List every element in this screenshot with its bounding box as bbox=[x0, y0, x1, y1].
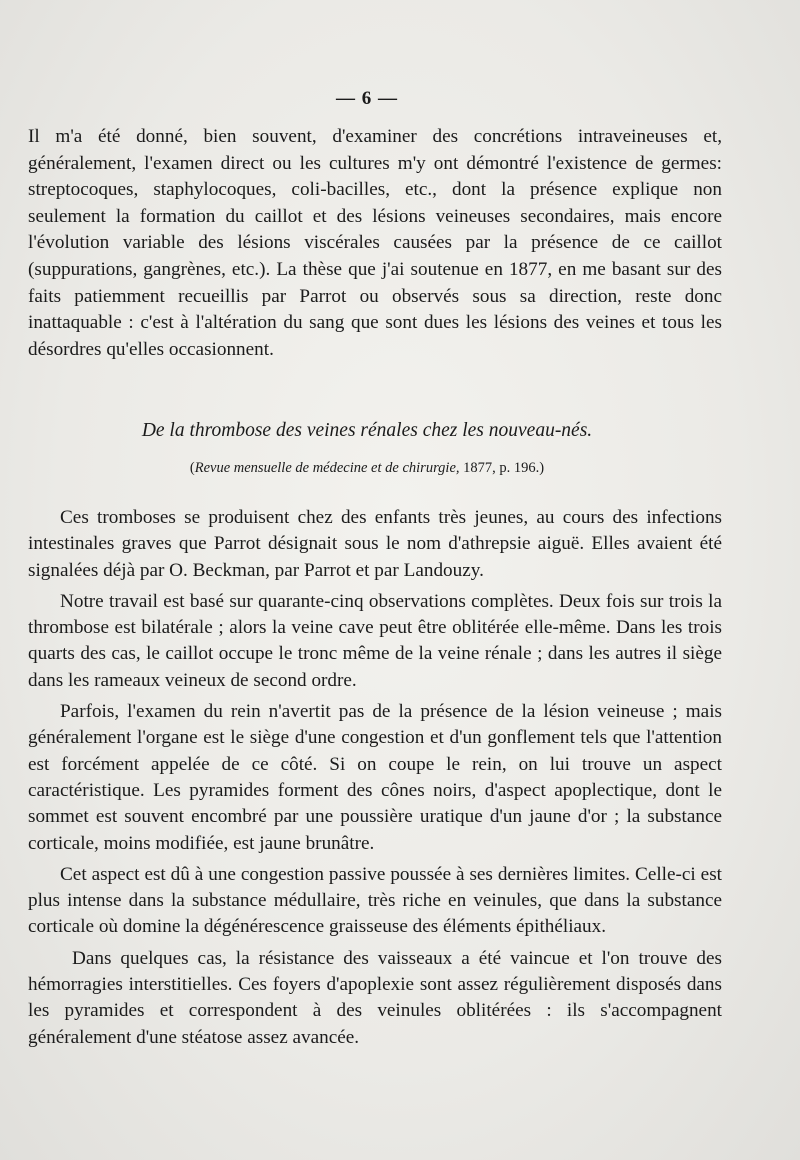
article-paragraph: Dans quelques cas, la résistance des vaisseaux a été vaincue et l'on trouve des hémorragies interstitielles. Ces foyers d'apoplexie sont assez régulièrement disposés dans les pyramides et correspondent à des veinules oblitérées : ils s'accompagnent généralement d'une stéatose assez avancée. bbox=[28, 947, 722, 1048]
reference-details: 1877, p. 196.) bbox=[459, 460, 545, 476]
article-body bbox=[28, 505, 722, 1056]
article-paragraph: Ces tromboses se produisent chez des enfants très jeunes, au cours des infections intestinales graves que Parrot désignait sous le nom d'athrepsie aiguë. Elles avaient été signalées déjà par O. Beckman, par Parrot et par Landouzy. bbox=[28, 507, 722, 581]
article-reference bbox=[0, 460, 734, 477]
reference-journal: Revue mensuelle de médecine et de chirurgie, bbox=[194, 460, 460, 476]
article-paragraph: Cet aspect est dû à une congestion passive poussée à ses dernières limites. Celle-ci est plus intense dans la substance médullaire, très riche en veinules, que dans la substance corticale où domine la dégénérescence graisseuse des éléments épithéliaux. bbox=[28, 863, 722, 938]
article-paragraph: Parfois, l'examen du rein n'avertit pas de la présence de la lésion veineuse ; mais généralement l'organe est le siège d'une congestion et d'un gonflement tels que l'attention est forcément appelée de ce côté. Si on coupe le rein, on lui trouve un aspect caractéristique. Les pyramides forment des cônes noirs, d'aspect apoplectique, dont le sommet est souvent encombré par une poussière uratique d'un jaune d'or ; la substance corticale, moins modifiée, est jaune brunâtre. bbox=[28, 701, 722, 854]
article-title: De la thrombose des veines rénales chez les nouveau-nés. bbox=[141, 420, 593, 441]
reference-open: ( bbox=[189, 460, 195, 476]
page-number: — 6 — bbox=[336, 88, 398, 109]
intro-paragraph: Il m'a été donné, bien souvent, d'examiner des concrétions intraveineuses et, généralement, l'examen direct ou les cultures m'y ont démontré l'existence de germes: streptocoques, staphylocoques, coli-bacilles, etc., dont la présence explique non seulement la formation du caillot et des lésions veineuses secondaires, mais encore l'évolution variable des lésions viscérales causées par la présence de ce caillot (suppurations, gangrènes, etc.). La thèse que j'ai soutenue en 1877, en me basant sur des faits patiemment recueillis par Parrot ou observés sous sa direction, reste donc inattaquable : c'est à l'altération du sang que sont dues les lésions des veines et tous les désordres qu'elles occasionnent. bbox=[28, 126, 722, 360]
article-paragraph: Notre travail est basé sur quarante-cinq observations complètes. Deux fois sur trois la thrombose est bilatérale ; alors la veine cave peut être oblitérée elle-même. Dans les trois quarts des cas, le caillot occupe le tronc même de la veine rénale ; dans les autres il siège dans les rameaux veineux de second ordre. bbox=[28, 590, 722, 691]
